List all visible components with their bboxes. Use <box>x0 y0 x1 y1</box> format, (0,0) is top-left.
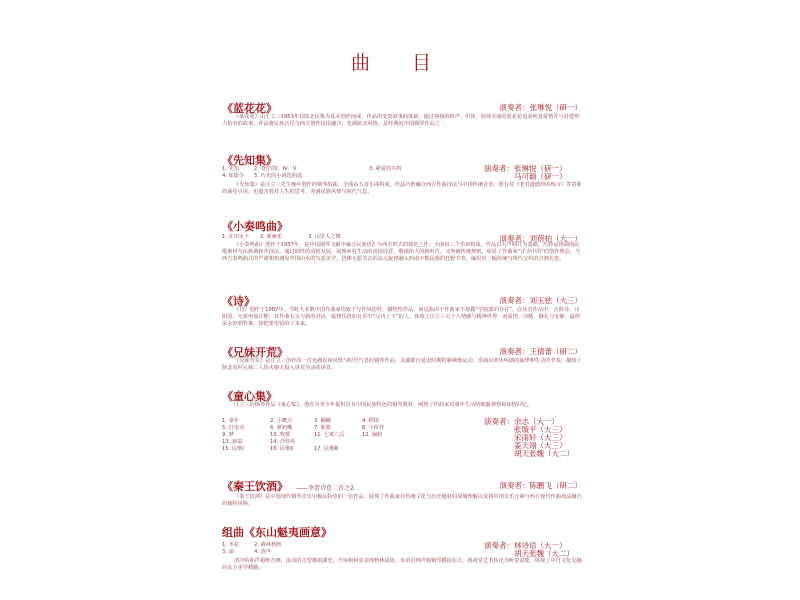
track-list <box>222 542 482 556</box>
performer: 胡天张魏（大二） <box>514 449 574 458</box>
track-item: 12. 佩腊 <box>362 432 383 438</box>
program-item-tongxinji <box>222 388 582 460</box>
track-list <box>222 166 482 180</box>
track-item: 17. 民歌Ⅲ <box>314 446 338 452</box>
program-item-shi <box>222 293 582 333</box>
track-item: 3. 慈爱的共鸣 <box>369 166 402 172</box>
track-row <box>222 418 482 425</box>
track-item: 4. 如影令 <box>222 173 245 179</box>
track-item: 9. 梦 <box>222 432 234 438</box>
performer: 演奏者：刘蓓柏（大一） <box>499 234 582 243</box>
piece-title: 组曲《东山魁夷画意》 <box>222 526 332 539</box>
track-item: 2. 苍茫的Ⅰ、Ⅳ、Ⅴ <box>254 166 297 172</box>
program-item-xiaozoumingqu <box>222 218 582 278</box>
track-row <box>222 425 482 432</box>
piece-title: 《先知集》 <box>222 154 277 167</box>
performer-list <box>484 165 614 181</box>
track-row <box>222 439 482 446</box>
program-item-xiongmeikaihuang <box>222 344 582 378</box>
piece-description: 汪立三的钢琴作品《童心集》，他在为青少年提供具有中国民族特色的钢琴教材，阐现了作曲家对童年生活的细腻观察和深情回忆。 <box>234 402 533 408</box>
track-item: 1. 在田水下 <box>222 234 250 240</box>
track-item: 2. 新庵乐 <box>260 234 283 240</box>
piece-description: 《蓝花花》由王立三1953年以陕北民歌为基本创作而成，作品用变奏叙事曲体裁，通过抑扬的和声、织体，展现美丽的蓝花花追求纯真爱情并与封建势力抗争的故事，作品将民族音乐与西方创作技法融合，充满陕北风情，是经典的中国钢琴作品之一。 <box>222 114 580 128</box>
piece-title: 《童心集》 <box>222 390 277 403</box>
track-row <box>222 446 482 453</box>
track-item: 3. 蹦蹦 <box>314 418 331 424</box>
track-item: 10. 牧歌 <box>270 432 291 438</box>
track-item: 1. 冬花 <box>222 542 239 548</box>
program-item-qinwangyinjiu <box>222 478 582 514</box>
track-item: 3. 山里人之舞 <box>308 234 341 240</box>
track-item: 14. 洋娃娃 <box>270 439 296 445</box>
performer: 演奏者：林诗语（大一） <box>484 541 567 550</box>
performer: 宋雨轩（大三） <box>514 433 567 442</box>
piece-title-text: 《秦王饮酒》 <box>222 480 288 493</box>
track-list <box>222 234 482 241</box>
track-item: 7. 船歌 <box>314 425 331 431</box>
track-item: 5. 巧光的小调选曲选 <box>254 173 303 179</box>
track-item: 2. 森林秋画 <box>254 542 282 548</box>
track-item: 15. 民歌Ⅰ <box>222 446 244 452</box>
track-row <box>222 234 482 241</box>
performer: 演奏者：陈鹏飞（研二） <box>499 481 582 490</box>
piece-description: 《秦王饮酒》是中国现代钢琴音乐中极具特色的一首作品，展现了作曲家对传统文化与历史题材的深刻理解以及将中国音乐元素与西方现代作曲技法融合的独特风格。 <box>222 494 582 508</box>
performer: 演奏者：刘玉铉（大三） <box>499 296 582 305</box>
track-item: 16. 民歌Ⅱ <box>270 446 293 452</box>
piece-title: 《诗》 <box>222 295 255 308</box>
track-item: 2. 小鹰点 <box>270 418 293 424</box>
track-item: 3. 涌 <box>222 549 234 555</box>
track-row <box>222 542 482 549</box>
track-item: 13. 悬翁 <box>222 439 243 445</box>
performer: 演奏者：张琳悦（研一） <box>499 103 582 112</box>
piece-description: 清冷的和声超绝音画，流动的音型模拟湖光，不协和和弦表现秋林晨妆，末章以钟声般钢琴模拟东方，将视觉艺术转化为听觉意象，体现了中日文化交融的东方美学精髓。 <box>222 558 582 572</box>
program-item-lanhuahua <box>222 100 582 140</box>
program-item-xianzhiji <box>222 152 582 202</box>
piece-subtitle: ——李贺诗意二首之2 <box>296 485 354 492</box>
piece-title <box>222 478 354 494</box>
performer: 演奏者：余志（大一） <box>484 417 559 426</box>
performer-list <box>484 418 614 458</box>
track-item: 1. 先知 <box>222 166 239 172</box>
track-item: 1. 童年 <box>222 418 239 424</box>
performer: 胡天张魏（大二） <box>514 549 574 558</box>
track-item: 8. 小伙伴 <box>362 425 385 431</box>
track-row <box>222 173 482 180</box>
performer: 演奏者：王倩蕾（研二） <box>499 347 582 356</box>
performer: 演奏者：张琳悦（研一） <box>484 164 567 173</box>
track-item: 4. 涛声 <box>254 549 271 555</box>
track-item: 5. 打电话 <box>222 425 245 431</box>
track-row <box>222 549 482 556</box>
piece-description: 《先知集》是汪立三先生晚年创作的钢琴组曲，全曲由五首小曲构成，作品巧妙融合西方作曲技法与中国传统音乐，既有对《老君道德经的练习》等意象的深化引用，也蕴含着对人生的思考，充满民族风情与时代气息。 <box>222 182 582 196</box>
track-row <box>222 432 482 439</box>
page-title: 曲 目 <box>350 52 450 74</box>
piece-description: 《兄妹开荒》是汪立三创作的一首充满民间风情与时代气息的钢琴作品，灵感源自延安时期的新秧歌运动。乐曲以欢快明朗的旋律和生动的节奏，描绘了陕北农村兄妹二人热火朝天投入垦荒劳动的场景。 <box>222 358 582 372</box>
piece-description: 《小奏鸣曲》创作于1957年，是中国钢琴文献中融合民族语汇与西方形式的典范之作。全曲由三个乐章构成，作品以五声调式为基础，巧妙运用湖南民歌素材与民族调和声技法，通过调性的动机发展，展现乡村生活的田园诗意，歌颂伟大的新时代。又突破传统规则，彰显了作曲家“洋为中用”的创作理念。当西方奏鸣曲式的严谨架构遇见中国山水的写意美学，仿佛无限关音的高亢旋律融入西南少数民族的狂野节奏，编织出一幅传统与现代交织的音画长卷。 <box>222 242 581 263</box>
track-item: 11. 七寓八岳 <box>314 432 345 438</box>
program-item-dongshankuiyi <box>222 524 582 588</box>
performer-list <box>484 542 614 558</box>
piece-title: 《兄妹开荒》 <box>222 346 288 359</box>
track-row <box>222 166 482 173</box>
piece-description: 《诗》创作于1987年，当时大多数中国作曲家均致于写作风俗性、描绘性作品，而这曲由于作曲家不愿做“学院派的存在”，在该首作品中，音阶诗、诗阳韵、无需再加注释，其作曲有又与新的对话，旋律乐段如音乐中“汉诗上下”的人，体现了汪立三另个人情感与精神世界，而温情、冷酷、静孔与安静，最终采永恒到答案，却把希望留给了未来。 <box>222 307 581 328</box>
performer: 张璇平（大三） <box>514 425 567 434</box>
track-item: 4. 稻镜 <box>362 418 379 424</box>
track-list <box>222 418 482 453</box>
performer: 马可颖（研一） <box>514 172 567 181</box>
performer: 姜天翊（大三） <box>514 441 567 450</box>
piece-title: 《蓝花花》 <box>222 102 277 115</box>
track-item: 6. 驱奶嘴 <box>270 425 293 431</box>
piece-title: 《小奏鸣曲》 <box>222 220 288 233</box>
